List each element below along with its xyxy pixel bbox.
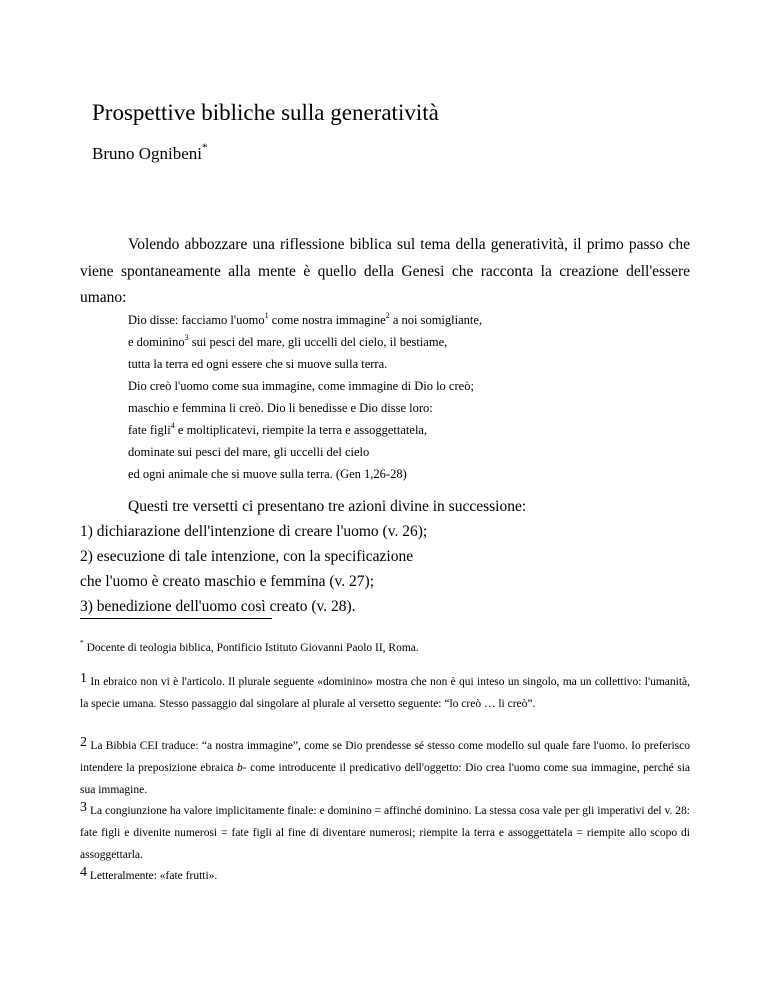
quote-line <box>128 331 608 353</box>
footnote-text: Docente di teologia biblica, Pontificio Istituto Giovanni Paolo II, Roma. <box>86 642 419 654</box>
footnote-4 <box>80 865 690 887</box>
list-item: 2) esecuzione di tale intenzione, con la specificazione <box>80 548 414 565</box>
footnote-text: In ebraico non vi è l'articolo. Il plurale seguente «dominino» mostra che non è qui inteso un singolo, ma un collettivo: l'umanità, la specie umana. Stesso passaggio dal singolare al plurale al versetto seguente: “lo creò … li creò”. <box>80 676 690 710</box>
list-item: che l'uomo è creato maschio e femmina (v. 27); <box>80 573 375 590</box>
quote-line: dominate sui pesci del mare, gli uccelli del cielo <box>128 445 370 459</box>
footnote-ref-4[interactable]: 4 <box>170 421 175 431</box>
list-item: 1) dichiarazione dell'intenzione di creare l'uomo (v. 26); <box>80 523 428 540</box>
footnote-2 <box>80 735 690 801</box>
list-item: 3) benedizione dell'uomo così creato (v. 28). <box>80 598 356 615</box>
footnote-text: La congiunzione ha valore implicitamente finale: e dominino = affinché dominino. La stessa cosa vale per gli imperativi del v. 28: fate figli e divenite numerosi = fate figli al fine di diventare numerosi; riempite la terra e assoggettatela = riempite allo scopo di assoggettarla. <box>80 805 690 861</box>
footnote-text: come introducente il predicativo dell'oggetto: Dio crea l'uomo come sua immagine, perché sia sua immagine. <box>80 762 690 796</box>
footnote-mark: 4 <box>80 865 87 880</box>
intro-paragraph: Volendo abbozzare una riflessione biblica sul tema della generatività, il primo passo che viene spontaneamente alla mente è quello della Genesi che racconta la creazione dell'essere umano: <box>80 236 690 306</box>
document-title: Prospettive bibliche sulla generatività <box>92 100 439 125</box>
footnote-text: La Bibbia CEI traduce: “a nostra immagine”, come se Dio prendesse sé stesso come modello sul quale fare l'uomo. Io preferisco intendere la preposizione ebraica <box>80 740 690 774</box>
footnote-author <box>80 637 690 659</box>
footnote-text: Letteralmente: «fate frutti». <box>87 870 218 882</box>
quote-text: e dominino <box>128 335 185 349</box>
author-name-text: Bruno Ognibeni <box>92 144 203 163</box>
quote-text: e moltiplicatevi, riempite la terra e assoggettatela, <box>174 423 428 437</box>
footnote-mark: 3 <box>80 800 87 815</box>
footnote-mark: 1 <box>80 671 87 686</box>
quote-text: Dio disse: facciamo l'uomo <box>128 313 265 327</box>
quote-line: Dio creò l'uomo come sua immagine, come immagine di Dio lo creò; <box>128 379 474 393</box>
footnote-ref-1[interactable]: 1 <box>264 311 269 321</box>
quote-line <box>128 309 608 331</box>
footnote-mark: * <box>80 638 84 648</box>
quote-line: maschio e femmina li creò. Dio li benedisse e Dio disse loro: <box>128 401 433 415</box>
footnote-ref-2[interactable]: 2 <box>385 311 390 321</box>
quote-text: a noi somigliante, <box>389 313 483 327</box>
scripture-quote <box>128 309 608 485</box>
footnote-1 <box>80 671 690 715</box>
quote-text: come nostra immagine <box>268 313 386 327</box>
author-name <box>92 143 208 165</box>
footnote-ref-3[interactable]: 3 <box>184 333 189 343</box>
footnote-separator <box>80 618 272 619</box>
body-lead: Questi tre versetti ci presentano tre azioni divine in successione: <box>128 498 527 515</box>
footnote-italic: b- <box>237 762 247 774</box>
body-paragraph <box>80 494 690 619</box>
quote-line: ed ogni animale che si muove sulla terra. (Gen 1,26-28) <box>128 467 407 481</box>
footnote-3 <box>80 800 690 866</box>
quote-text: sui pesci del mare, gli uccelli del cielo, il bestiame, <box>188 335 448 349</box>
author-footnote-mark[interactable]: * <box>202 142 208 155</box>
quote-text: fate figli <box>128 423 171 437</box>
quote-line <box>128 419 608 441</box>
quote-line: tutta la terra ed ogni essere che si muove sulla terra. <box>128 357 388 371</box>
footnote-mark: 2 <box>80 735 87 750</box>
